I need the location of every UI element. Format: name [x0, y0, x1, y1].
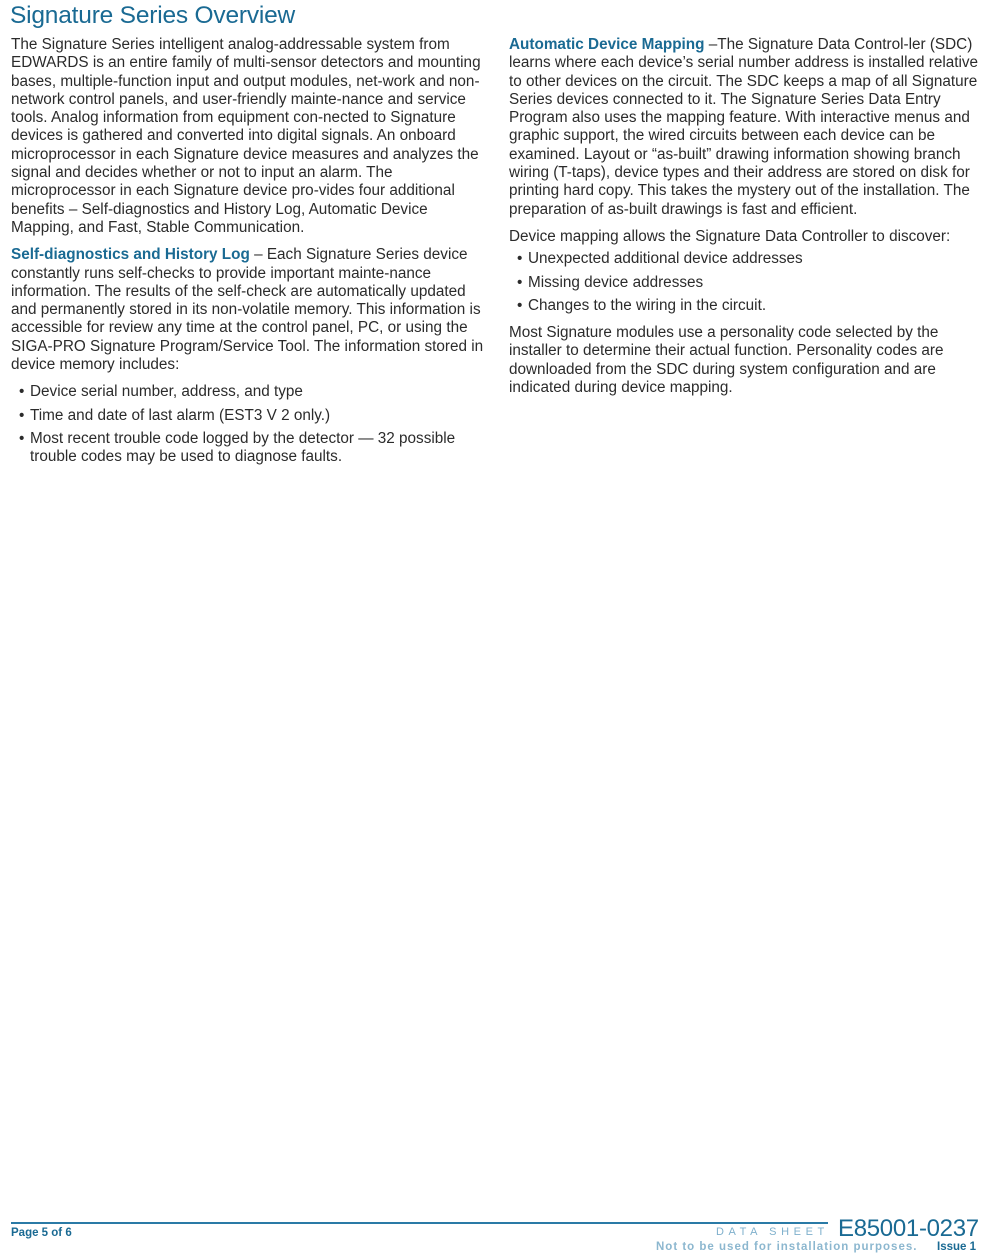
right-column: [509, 36, 983, 406]
page-title: Signature Series Overview: [10, 2, 296, 29]
mapping-heading: Automatic Device Mapping: [509, 36, 705, 53]
self-diagnostics-body: – Each Signature Series device constantly runs self-checks to provide important mainte-nance information. The results of the self-check are automatically updated and permanently stored in its non-volatile memory. This information is accessible for review any time at the control panel, PC, or using the SIGA-PRO Signature Program/Service Tool. The information stored in device memory includes:: [11, 246, 484, 374]
bullet-icon: •: [517, 273, 523, 291]
discover-intro: Device mapping allows the Signature Data Controller to discover:: [509, 227, 951, 245]
self-diagnostics-paragraph: [11, 246, 485, 374]
list-item-text: Missing device addresses: [528, 273, 704, 291]
page-number: Page 5 of 6: [11, 1227, 72, 1239]
bullet-icon: •: [19, 383, 25, 401]
mapping-body: –The Signature Data Control-ler (SDC) learns where each device’s serial number address is installed relative to other devices on the circuit. The SDC keeps a map of all Signature Series devices connected to it. The Signature Series Data Entry Program also uses the mapping feature. With interactive menus and graphic support, the wired circuits between each device can be examined. Layout or “as-built” drawing information showing branch wiring (T-taps), device types and their address are stored on disk for printing hard copy. This takes the mystery out of the installation. The preparation of as-built drawings is fast and efficient.: [509, 36, 979, 218]
device-memory-list: [11, 383, 485, 466]
list-item-text: Changes to the wiring in the circuit.: [528, 296, 767, 314]
list-item-text: Time and date of last alarm (EST3 V 2 only.): [30, 406, 331, 424]
mapping-paragraph: [509, 36, 983, 219]
list-item-text: Most recent trouble code logged by the detector — 32 possible trouble codes may be used to diagnose faults.: [30, 429, 456, 466]
bullet-icon: •: [517, 250, 523, 268]
discover-list: [509, 250, 983, 315]
personality-paragraph: Most Signature modules use a personality code selected by the installer to determine their actual function. Personality codes are downloaded from the SDC during system configuration and are indicated during device mapping.: [509, 324, 944, 397]
bullet-icon: •: [19, 406, 25, 424]
list-item: [517, 297, 983, 315]
self-diagnostics-heading: Self-diagnostics and History Log: [11, 246, 250, 264]
footer-divider: [11, 1222, 828, 1224]
intro-paragraph: The Signature Series intelligent analog-addressable system from EDWARDS is an entire family of multi-sensor detectors and mounting bases, multiple-function input and output modules, net-work and non-network control panels, and user-friendly mainte-nance and service tools. Analog information from equipment con-nected to Signature devices is gathered and converted into digital signals. An onboard microprocessor in each Signature device measures and analyzes the signal and decides whether or not to input an alarm. The microprocessor in each Signature device pro-vides four additional benefits – Self-diagnostics and History Log, Automatic Device Mapping, and Fast, Stable Communication.: [11, 36, 481, 236]
list-item: [19, 383, 485, 401]
data-sheet-label: DATA SHEET: [716, 1226, 829, 1238]
list-item-text: Device serial number, address, and type: [30, 383, 303, 401]
list-item: [19, 430, 485, 467]
bullet-icon: •: [517, 296, 523, 314]
list-item: [19, 407, 485, 425]
list-item-text: Unexpected additional device addresses: [528, 250, 803, 268]
left-column: [11, 36, 485, 476]
bullet-icon: •: [19, 429, 25, 447]
document-id: E85001-0237: [838, 1215, 979, 1242]
disclaimer: Not to be used for installation purposes.: [656, 1241, 918, 1253]
list-item: [517, 274, 983, 292]
list-item: [517, 250, 983, 268]
issue-number: Issue 1: [937, 1241, 976, 1253]
